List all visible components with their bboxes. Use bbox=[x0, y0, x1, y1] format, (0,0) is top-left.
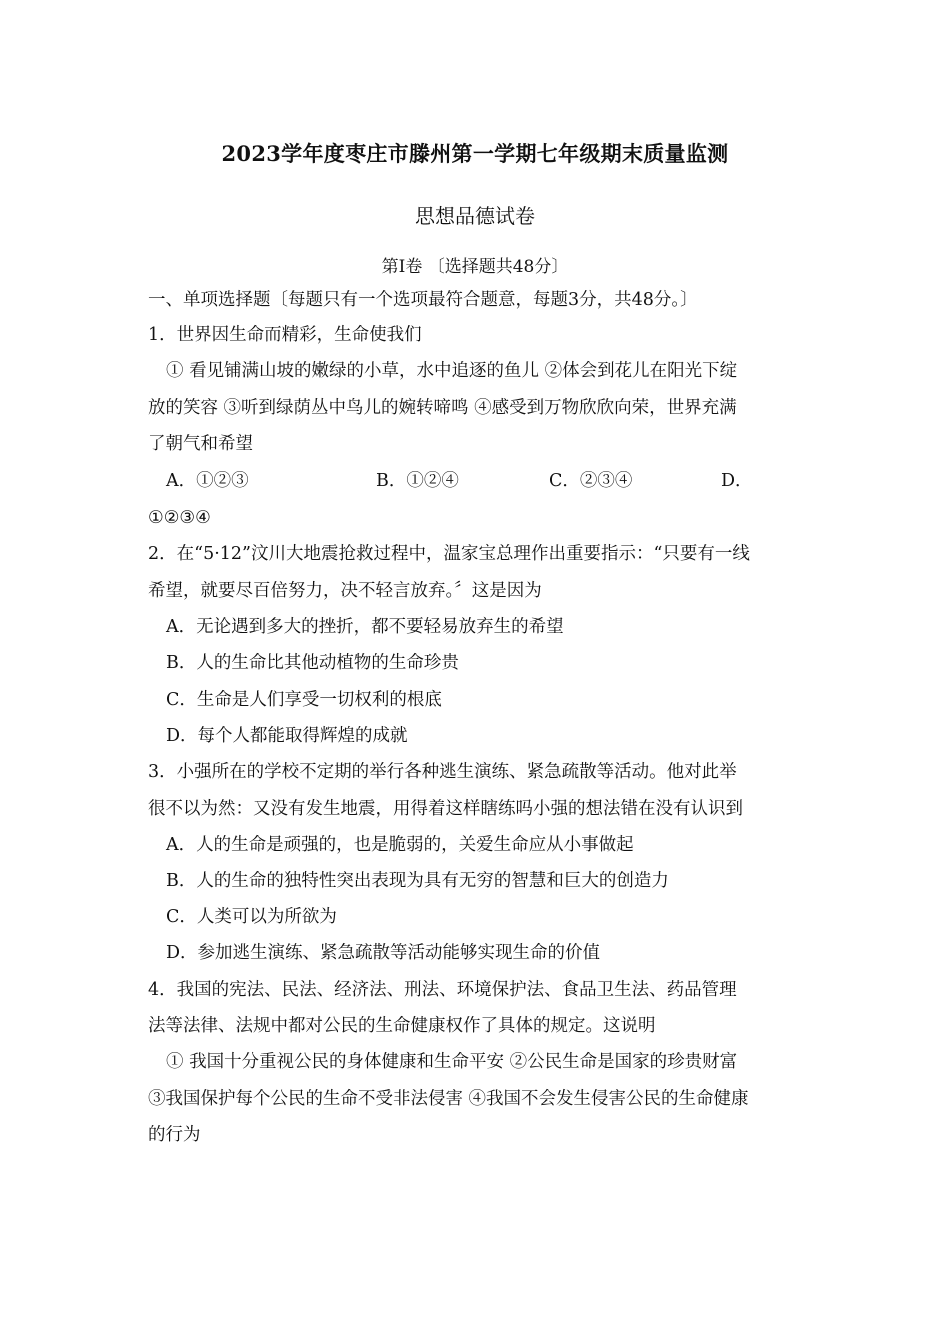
section-heading: 第I卷 〔选择题共48分〕 bbox=[381, 257, 569, 277]
q4-detail-line-2: ③我国保护每个公民的生命不受非法侵害 ④我国不会发生侵害公民的生命健康 bbox=[148, 1089, 749, 1109]
q4-detail-line-3: 的行为 bbox=[148, 1125, 201, 1145]
q1-detail-line-3: 了朝气和希望 bbox=[148, 434, 253, 454]
q1-option-d: D． bbox=[721, 471, 753, 491]
q1-option-d-continued: ①②③④ bbox=[148, 508, 211, 528]
q2-option-a: A．无论遇到多大的挫折，都不要轻易放弃生的希望 bbox=[166, 617, 564, 637]
q3-option-c: C．人类可以为所欲为 bbox=[166, 907, 337, 927]
q3-option-b: B．人的生命的独特性突出表现为具有无穷的智慧和巨大的创造力 bbox=[166, 871, 669, 891]
q3-stem-line-1: 3．小强所在的学校不定期的举行各种逃生演练、紧急疏散等活动。他对此举 bbox=[148, 762, 737, 782]
exam-title: 2023学年度枣庄市滕州第一学期七年级期末质量监测 bbox=[221, 141, 729, 166]
q1-option-c: C．②③④ bbox=[549, 471, 633, 491]
part-heading: 一、单项选择题〔每题只有一个选项最符合题意，每题3分，共48分。〕 bbox=[148, 290, 698, 310]
exam-subtitle: 思想品德试卷 bbox=[415, 204, 535, 228]
q1-detail-line-1: ① 看见铺满山坡的嫩绿的小草，水中追逐的鱼儿 ②体会到花儿在阳光下绽 bbox=[166, 361, 738, 381]
q1-option-a: A．①②③ bbox=[166, 471, 249, 491]
q2-option-b: B．人的生命比其他动植物的生命珍贵 bbox=[166, 653, 459, 673]
q4-detail-line-1: ① 我国十分重视公民的身体健康和生命平安 ②公民生命是国家的珍贵财富 bbox=[166, 1052, 738, 1072]
q4-stem-line-1: 4．我国的宪法、民法、经济法、刑法、环境保护法、食品卫生法、药品管理 bbox=[148, 980, 737, 1000]
q4-stem-line-2: 法等法律、法规中都对公民的生命健康权作了具体的规定。这说明 bbox=[148, 1016, 656, 1036]
q1-stem: 1．世界因生命而精彩，生命使我们 bbox=[148, 325, 422, 345]
q3-stem-line-2: 很不以为然：又没有发生地震，用得着这样瞎练吗小强的想法错在没有认识到 bbox=[148, 799, 743, 819]
q1-detail-line-2: 放的笑容 ③听到绿荫丛中鸟儿的婉转啼鸣 ④感受到万物欣欣向荣，世界充满 bbox=[148, 398, 737, 418]
q2-stem-line-1: 2．在“5·12”汶川大地震抢救过程中，温家宝总理作出重要指示：“只要有一线 bbox=[148, 544, 750, 564]
q3-option-d: D．参加逃生演练、紧急疏散等活动能够实现生命的价值 bbox=[166, 943, 601, 963]
q3-option-a: A．人的生命是顽强的，也是脆弱的，关爱生命应从小事做起 bbox=[166, 835, 634, 855]
q2-option-d: D．每个人都能取得辉煌的成就 bbox=[166, 726, 408, 746]
q1-options bbox=[0, 469, 950, 493]
q1-option-b: B．①②④ bbox=[376, 471, 459, 491]
q2-stem-line-2: 希望，就要尽百倍努力，决不轻言放弃。〞这是因为 bbox=[148, 581, 542, 601]
q2-option-c: C．生命是人们享受一切权利的根底 bbox=[166, 690, 442, 710]
